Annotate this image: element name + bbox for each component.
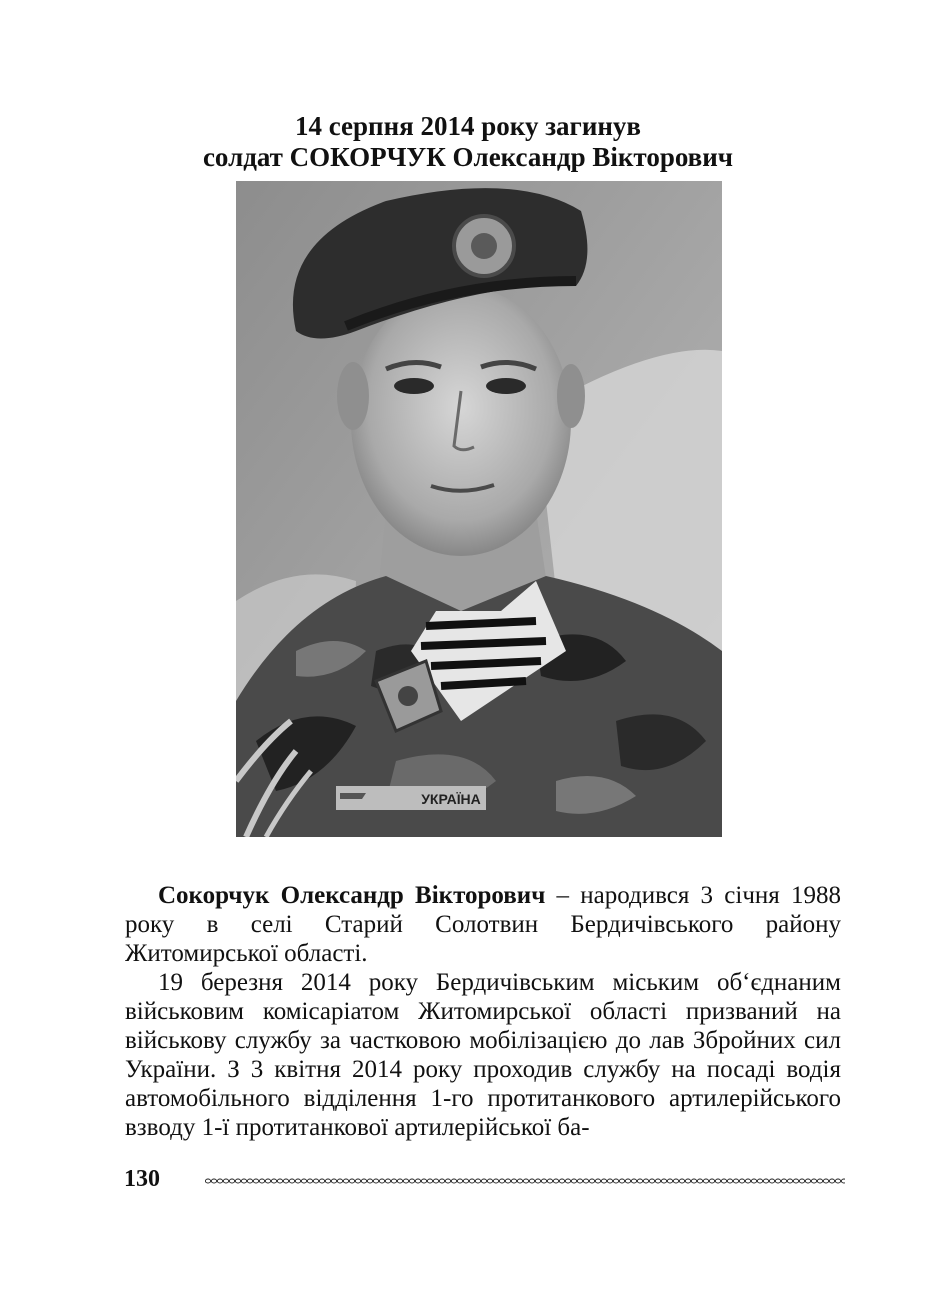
paragraph-service: 19 березня 2014 року Бердичівським міським об‘єднаним військовим комісаріатом Житомирської області призваний на військову службу за частковою мобілізацією до лав Збройних сил України. З 3 квітня 2014 року проходив службу на посаді водія автомобільного відділення 1-го протитанкового артилерійського взводу 1-ї протитанкової артилерійської ба- [125, 969, 841, 1141]
page-title-line-2: солдат СОКОРЧУК Олександр Вікторович [202, 142, 734, 172]
page-number: 130 [124, 1166, 160, 1192]
decorative-chain-rule [205, 1175, 845, 1187]
paragraph-biography-birth [125, 881, 841, 968]
soldier-name: Сокорчук Олександр Вікторович [158, 882, 546, 909]
uniform-patch-text: УКРАЇНА [421, 791, 481, 807]
paragraph-birth-text: – народився 3 січня 1988 року в селі Старий Солотвин Бердичівського району Житомирської області. [125, 882, 841, 967]
soldier-portrait-photo [236, 181, 722, 837]
page-title-line-1: 14 серпня 2014 року загинув [294, 111, 642, 141]
